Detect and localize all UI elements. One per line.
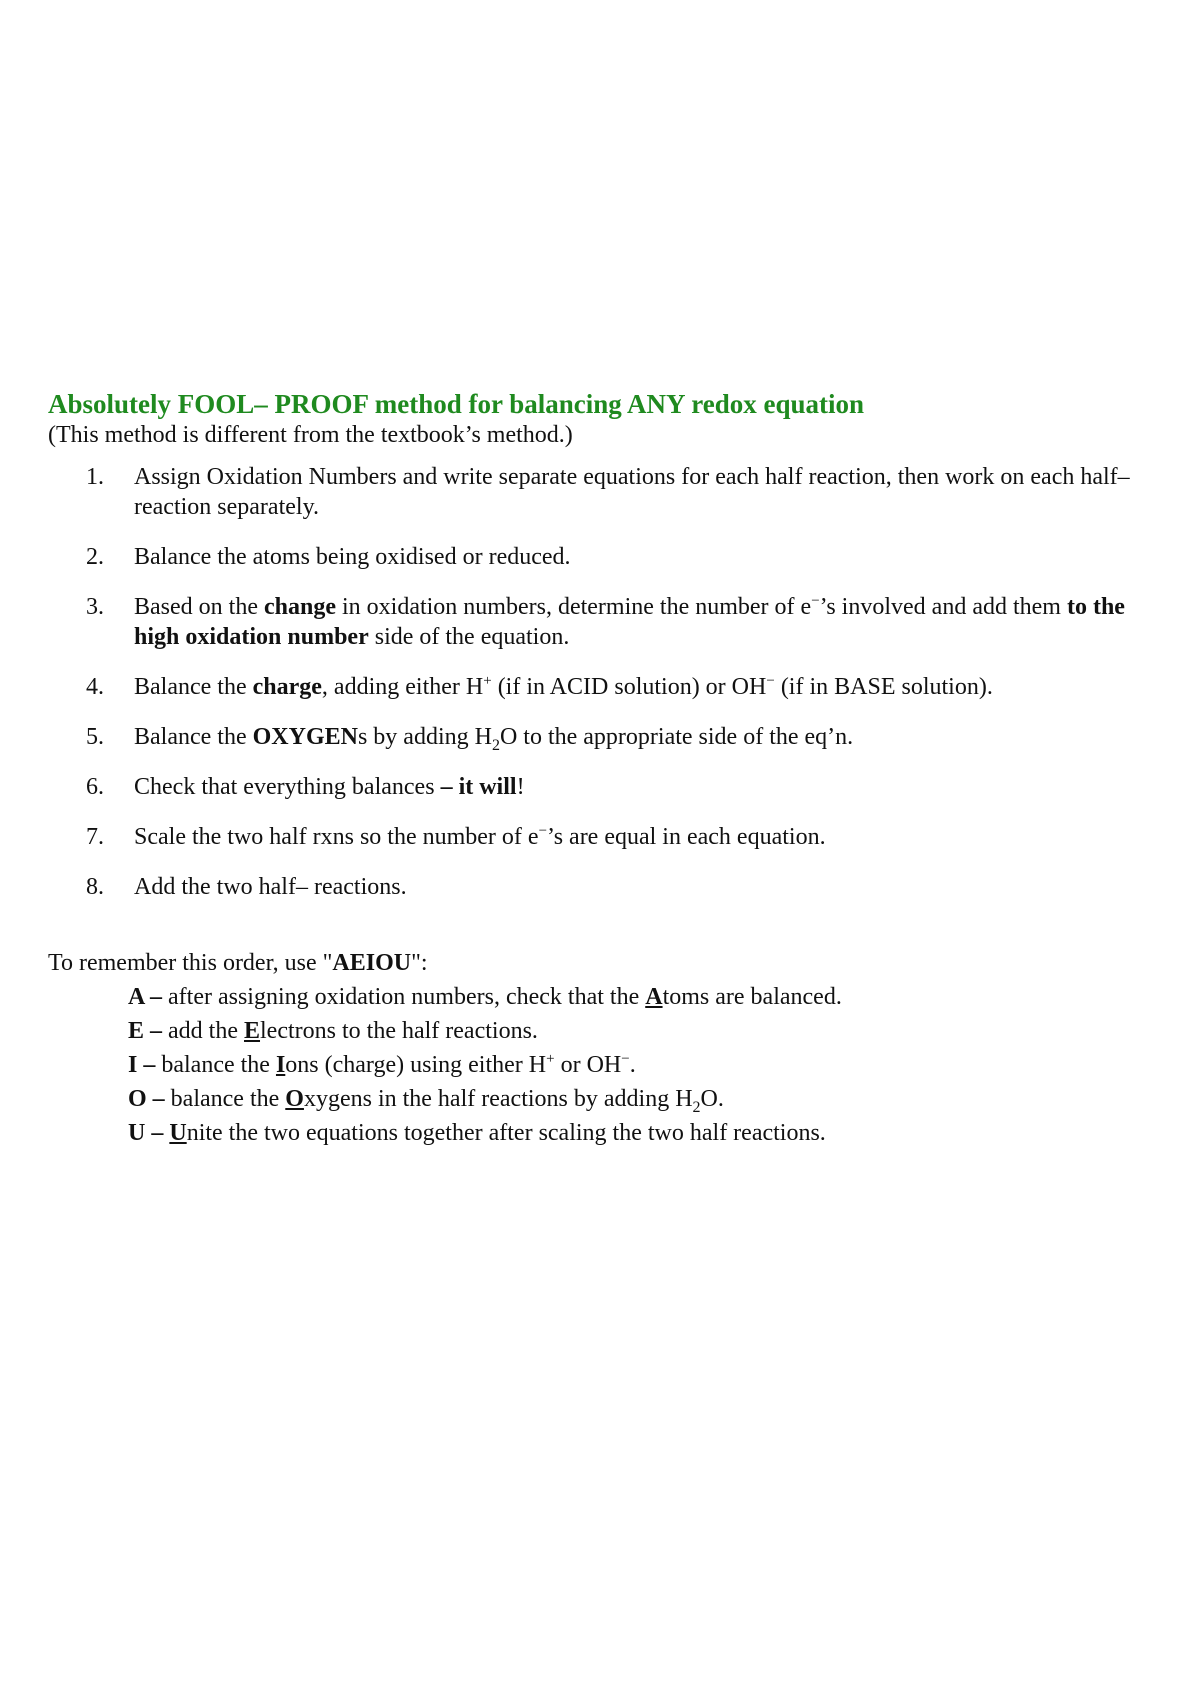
step-text: O to the appropriate side of the eq’n. bbox=[499, 724, 854, 750]
step-emphasis: – it will bbox=[440, 774, 517, 800]
mnemonic-text: balance the bbox=[164, 1086, 286, 1112]
mnemonic-letter: E – bbox=[128, 1018, 163, 1044]
mnemonic-key: U bbox=[169, 1120, 187, 1146]
step-emphasis: change bbox=[263, 594, 336, 620]
step-1 bbox=[48, 462, 1168, 522]
step-text: Scale the two half rxns so the number of e bbox=[134, 824, 539, 850]
step-text: Balance the atoms being oxidised or reduced. bbox=[134, 544, 571, 570]
step-5 bbox=[48, 722, 1168, 752]
mnemonic-row-e bbox=[128, 1014, 1168, 1048]
step-text: Balance the bbox=[134, 674, 253, 700]
electron-charge: − bbox=[811, 593, 820, 609]
step-number: 2. bbox=[86, 544, 104, 570]
mnemonic-text: add the bbox=[162, 1018, 244, 1044]
ion-charge: − bbox=[766, 673, 775, 689]
intro-text: ": bbox=[411, 950, 428, 976]
step-4 bbox=[48, 672, 1168, 702]
step-text: in oxidation numbers, determine the number of e bbox=[335, 594, 812, 620]
step-number: 8. bbox=[86, 874, 104, 900]
mnemonic-row-u bbox=[128, 1116, 1168, 1150]
step-emphasis: OXYGEN bbox=[252, 724, 358, 750]
step-text: Check that everything balances bbox=[134, 774, 441, 800]
mnemonic-text: lectrons to the half reactions. bbox=[260, 1018, 538, 1044]
step-text: ! bbox=[516, 774, 525, 800]
document-subtitle: (This method is different from the textbook’s method.) bbox=[48, 422, 573, 448]
step-text: Assign Oxidation Numbers and write separate equations for each half reaction, then work on each half– reaction separately. bbox=[134, 464, 1130, 520]
mnemonic-text: xygens in the half reactions by adding H bbox=[303, 1086, 693, 1112]
step-number: 6. bbox=[86, 774, 104, 800]
step-text: Based on the bbox=[134, 594, 264, 620]
mnemonic-text: O. bbox=[700, 1086, 724, 1112]
step-text: s by adding H bbox=[357, 724, 492, 750]
mnemonic-row-a bbox=[128, 980, 1168, 1014]
steps-list bbox=[48, 462, 1168, 902]
step-number: 4. bbox=[86, 674, 104, 700]
mnemonic-row-o bbox=[128, 1082, 1168, 1116]
step-2 bbox=[48, 542, 1168, 572]
step-text: (if in BASE solution). bbox=[774, 674, 993, 700]
mnemonic-key: O bbox=[285, 1086, 304, 1112]
step-number: 7. bbox=[86, 824, 104, 850]
mnemonic-key: A bbox=[645, 984, 663, 1010]
step-number: 3. bbox=[86, 594, 104, 620]
mnemonic-letter: U – bbox=[128, 1120, 164, 1146]
step-text: ’s are equal in each equation. bbox=[547, 824, 826, 850]
step-text: side of the equation. bbox=[368, 624, 570, 650]
step-7 bbox=[48, 822, 1168, 852]
mnemonic-text: after assigning oxidation numbers, check that the bbox=[162, 984, 646, 1010]
ion-charge: − bbox=[621, 1051, 630, 1067]
mnemonic-key: I bbox=[275, 1052, 286, 1078]
subscript: 2 bbox=[692, 1098, 701, 1116]
ion-charge: + bbox=[546, 1051, 555, 1067]
document-title: Absolutely FOOL– PROOF method for balancing ANY redox equation bbox=[48, 389, 865, 419]
mnemonic-list bbox=[48, 980, 1168, 1150]
step-text: (if in ACID solution) or OH bbox=[491, 674, 767, 700]
mnemonic-text: . bbox=[629, 1052, 636, 1078]
step-text: Balance the bbox=[134, 724, 253, 750]
aeiou-word: AEIOU bbox=[332, 950, 412, 976]
step-text: , adding either H bbox=[321, 674, 484, 700]
mnemonic-letter: O – bbox=[128, 1086, 165, 1112]
ion-charge: + bbox=[483, 673, 492, 689]
mnemonic-letter: A – bbox=[128, 984, 163, 1010]
subscript: 2 bbox=[491, 736, 500, 754]
intro-text: To remember this order, use " bbox=[48, 950, 333, 976]
step-emphasis: charge bbox=[252, 674, 322, 700]
aeiou-intro bbox=[48, 946, 1168, 980]
step-number: 1. bbox=[86, 464, 104, 490]
step-text: ’s involved and add them bbox=[819, 594, 1067, 620]
step-emphasis: to the high oxidation number bbox=[134, 594, 1125, 650]
mnemonic-letter: I – bbox=[128, 1052, 156, 1078]
step-number: 5. bbox=[86, 724, 104, 750]
document-page bbox=[48, 388, 1168, 1150]
step-text: Add the two half– reactions. bbox=[134, 874, 407, 900]
mnemonic-text: nite the two equations together after scaling the two half reactions. bbox=[186, 1120, 826, 1146]
mnemonic-row-i bbox=[128, 1048, 1168, 1082]
mnemonic-text: or OH bbox=[554, 1052, 622, 1078]
electron-charge: − bbox=[538, 823, 548, 839]
mnemonic-text: ons (charge) using either H bbox=[285, 1052, 547, 1078]
mnemonic-text: balance the bbox=[155, 1052, 276, 1078]
aeiou-section bbox=[48, 946, 1168, 1150]
step-6 bbox=[48, 772, 1168, 802]
mnemonic-key: E bbox=[244, 1018, 261, 1044]
step-8 bbox=[48, 872, 1168, 902]
mnemonic-text: toms are balanced. bbox=[662, 984, 842, 1010]
step-3 bbox=[48, 592, 1168, 652]
